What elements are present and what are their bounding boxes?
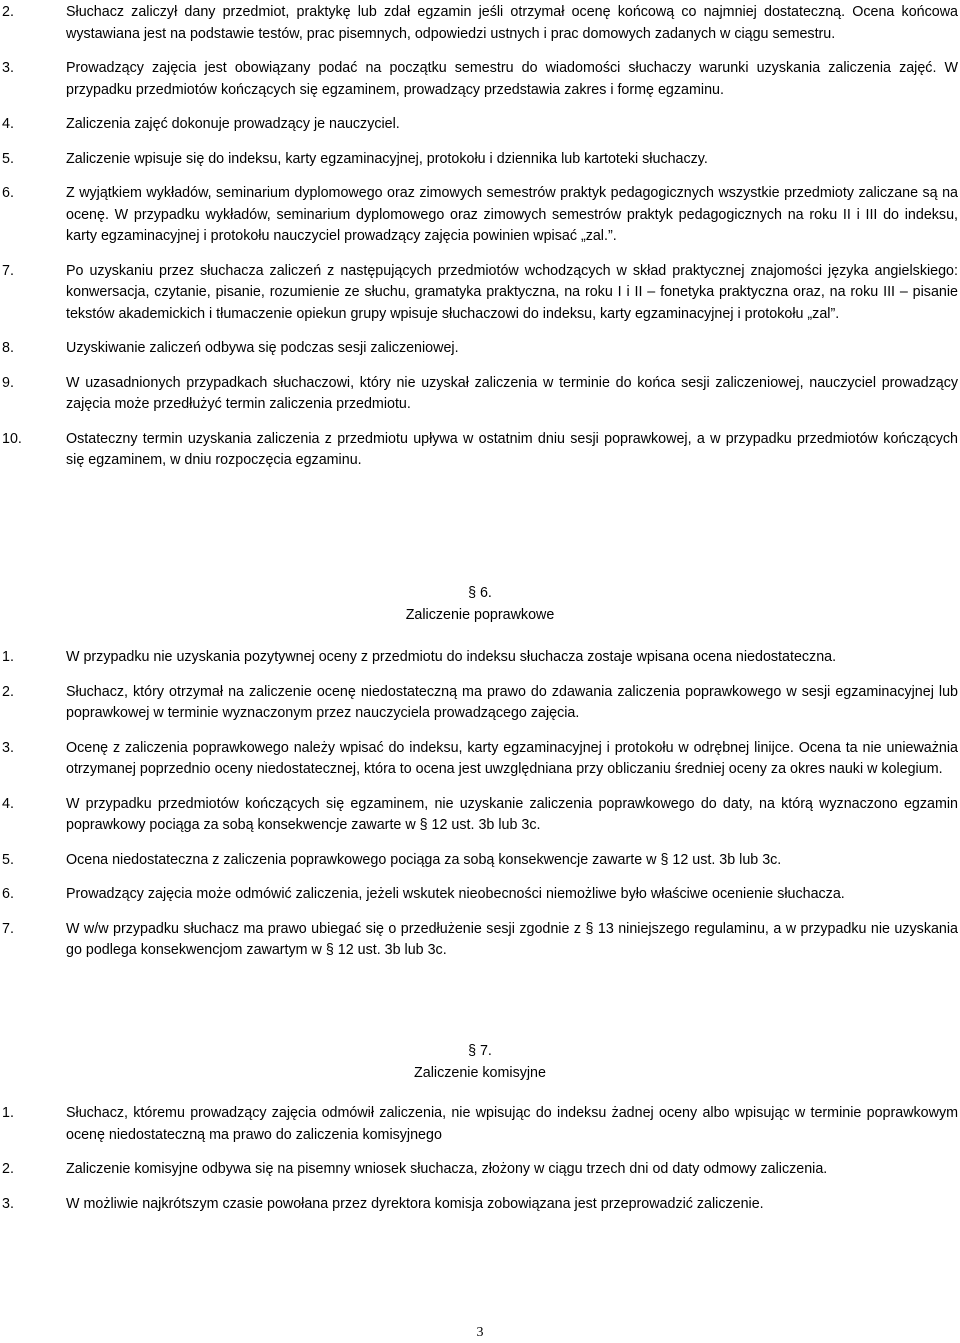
item-number: 2. (2, 4, 14, 20)
list-item (0, 373, 960, 416)
list-item (0, 884, 960, 906)
item-text: W w/w przypadku słuchacz ma prawo ubiegać się o przedłużenie sesji zgodnie z § 13 niniejszego regulaminu, a w przypadku nie uzyskania go podlega konsekwencjom zawartym w § 12 ust. 3b lub 3c. (66, 920, 958, 958)
item-number: 7. (2, 920, 14, 937)
list-item (0, 338, 960, 360)
item-number: 7. (2, 262, 14, 279)
list-item (0, 919, 960, 962)
list-item (0, 1159, 960, 1181)
item-text: Słuchacz, któremu prowadzący zajęcia odmówił zaliczenia, nie wpisując do indeksu żadnej oceny albo wpisując w terminie poprawkowym ocenę niedostateczną ma prawo do zaliczenia komisyjnego (66, 1105, 958, 1143)
item-text: Słuchacz zaliczył dany przedmiot, praktykę lub zdał egzamin jeśli otrzymał ocenę końcową co najmniej dostateczną. Ocena końcowa wystawiana jest na podstawie testów, prac pisemnych, odpowiedzi ustnych i prac domowych zadanych w ciągu semestru. (66, 4, 958, 42)
item-number: 2. (2, 683, 14, 700)
list-item (0, 794, 960, 837)
section-7-list (0, 1103, 960, 1215)
item-text: W możliwie najkrótszym czasie powołana przez dyrektora komisja zobowiązana jest przeprowadzić zaliczenie. (66, 1195, 764, 1212)
item-number: 3. (2, 60, 14, 76)
item-number: 8. (2, 340, 14, 356)
list-item (0, 114, 960, 136)
section-title: Zaliczenie komisyjne (414, 1065, 546, 1081)
item-text: Po uzyskaniu przez słuchacza zaliczeń z następujących przedmiotów wchodzących w skład praktycznej znajomości języka angielskiego: konwersacja, czytanie, pisanie, rozumienie ze słuchu, gramatyka praktyczna, na roku I i II – fonetyka praktyczna oraz, na roku III – pisanie tekstów akademickich i tłumaczenie opiekun grupy wpisuje słuchaczowi do indeksu, karty egzaminacyjnej i protokołu „zal”. (66, 262, 958, 322)
list-item (0, 261, 960, 326)
item-number: 6. (2, 185, 14, 201)
item-number: 5. (2, 150, 14, 167)
list-item (0, 682, 960, 725)
list-item (0, 850, 960, 872)
item-number: 5. (2, 851, 14, 868)
section-6-list (0, 647, 960, 962)
item-number: 9. (2, 374, 14, 391)
section-number: § 6. (468, 585, 492, 601)
section-number: § 7. (468, 1043, 492, 1059)
item-text: W przypadku nie uzyskania pozytywnej oceny z przedmiotu do indeksu słuchacza zostaje wpisana ocena niedostateczna. (66, 649, 837, 665)
item-text: Uzyskiwanie zaliczeń odbywa się podczas sesji zaliczeniowej. (66, 340, 459, 356)
section-6-heading (0, 582, 960, 626)
item-number: 1. (2, 649, 14, 665)
item-text: Prowadzący zajęcia jest obowiązany podać na początku semestru do wiadomości słuchaczy warunki uzyskania zaliczenia zajęć. W przypadku przedmiotów kończących się egzaminem, prowadzący przedstawia zakres i formę egzaminu. (66, 60, 958, 98)
top-rules-list (0, 2, 960, 472)
item-number: 10. (2, 430, 22, 447)
list-item (0, 647, 960, 669)
list-item (0, 429, 960, 472)
item-text: Zaliczenie komisyjne odbywa się na pisemny wniosek słuchacza, złożony w ciągu trzech dni od daty odmowy zaliczenia. (66, 1161, 828, 1177)
section-7-heading (0, 1040, 960, 1084)
section-title: Zaliczenie poprawkowe (405, 607, 555, 623)
item-text: W uzasadnionych przypadkach słuchaczowi, który nie uzyskał zaliczenia w terminie do końca sesji zaliczeniowej, nauczyciel prowadzący zajęcia może przedłużyć termin zaliczenia przedmiotu. (66, 374, 958, 412)
item-number: 1. (2, 1105, 14, 1121)
list-item (0, 1103, 960, 1146)
list-item (0, 183, 960, 248)
page-number: 3 (476, 1325, 484, 1340)
item-number: 3. (2, 739, 14, 756)
list-item (0, 58, 960, 101)
item-number: 6. (2, 886, 14, 902)
item-text: Ocena niedostateczna z zaliczenia poprawkowego pociąga za sobą konsekwencje zawarte w § 12 ust. 3b lub 3c. (66, 851, 782, 868)
item-number: 3. (2, 1195, 14, 1212)
item-number: 4. (2, 795, 14, 812)
item-text: Ostateczny termin uzyskania zaliczenia z przedmiotu upływa w ostatnim dniu sesji poprawkowej, a w przypadku przedmiotów kończących się egzaminem, w dniu rozpoczęcia egzaminu. (66, 430, 958, 468)
list-item (0, 1194, 960, 1216)
list-item (0, 149, 960, 171)
item-text: Ocenę z zaliczenia poprawkowego należy wpisać do indeksu, karty egzaminacyjnej i protokołu w odrębnej linijce. Ocena ta nie unieważnia otrzymanej poprzednio oceny niedostatecznej, która to ocena jest uwzględniana przy obliczaniu średniej oceny za okres nauki w kolegium. (66, 739, 958, 777)
item-text: W przypadku przedmiotów kończących się egzaminem, nie uzyskanie zaliczenia poprawkowego do daty, na którą wyznaczono egzamin poprawkowy pociąga za sobą konsekwencje zawarte w § 12 ust. 3b lub 3c. (66, 795, 958, 833)
item-text: Zaliczenie wpisuje się do indeksu, karty egzaminacyjnej, protokołu i dziennika lub kartoteki słuchaczy. (66, 150, 708, 167)
item-number: 2. (2, 1161, 14, 1177)
item-number: 4. (2, 116, 14, 132)
item-text: Słuchacz, który otrzymał na zaliczenie ocenę niedostateczną ma prawo do zdawania zaliczenia poprawkowego w sesji egzaminacyjnej lub poprawkowej w terminie wyznaczonym przez nauczyciela prowadzącego zajęcia. (66, 683, 958, 721)
item-text: Prowadzący zajęcia może odmówić zaliczenia, jeżeli wskutek nieobecności niemożliwe było właściwe ocenienie słuchacza. (66, 886, 845, 902)
item-text: Zaliczenia zajęć dokonuje prowadzący je nauczyciel. (66, 116, 400, 132)
list-item (0, 2, 960, 45)
item-text: Z wyjątkiem wykładów, seminarium dyplomowego oraz zimowych semestrów praktyk pedagogicznych wszystkie przedmioty zaliczane są na ocenę. W przypadku wykładów, seminarium dyplomowego oraz zimowych semestrów praktyk pedagogicznych na roku II i III do indeksu, karty egzaminacyjnej i protokołu nauczyciel prowadzący zajęcia powinien wpisać „zal.”. (66, 185, 958, 244)
list-item (0, 738, 960, 781)
